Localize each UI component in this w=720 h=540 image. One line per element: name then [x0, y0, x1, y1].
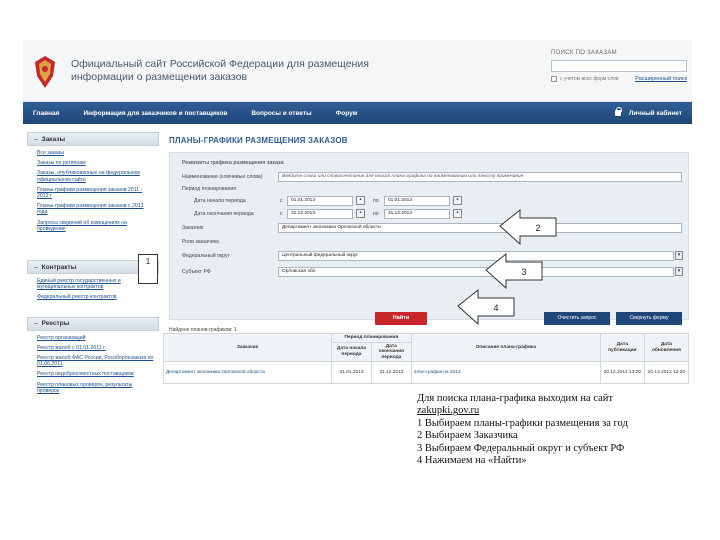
found-count: Найдено планов-графиков: 1 — [169, 327, 237, 333]
row-updated: 20.12.2012 12:20 — [644, 362, 688, 384]
sidebar-item-federal-orders[interactable]: Заказы, опубликованные на федеральном официальном сайте — [37, 170, 140, 183]
calendar-icon[interactable]: ▪ — [356, 196, 365, 205]
end-date-label: Дата окончания периода — [194, 211, 254, 217]
nav-item-home[interactable]: Главная — [33, 109, 60, 117]
sidebar-section-title: Реестры — [41, 320, 70, 328]
note-line: Для поиска плана-графика выходим на сайт — [417, 393, 613, 404]
collapse-dash-icon: – — [34, 263, 38, 271]
sidebar-item-orders-by-region[interactable]: Заказы по регионам — [37, 160, 86, 167]
search-input[interactable] — [551, 60, 687, 72]
table-header-row — [164, 334, 689, 343]
sidebar-list-orders — [27, 146, 159, 242]
callout-3-arrow — [484, 252, 544, 290]
sidebar-item-complaints-2011[interactable]: Реестр жалоб с 01.01.2011 г. — [37, 344, 106, 351]
site-header — [23, 40, 692, 102]
collapse-dash-icon: – — [34, 135, 38, 143]
period-label: Период планирования — [182, 186, 237, 192]
search-options — [551, 76, 687, 82]
nav-item-forum[interactable]: Форум — [335, 109, 358, 117]
instruction-note — [417, 393, 709, 467]
start-from-input[interactable]: 01.01.2013 — [287, 196, 353, 206]
site-title-line2: информации о размещении заказов — [71, 71, 248, 83]
note-line: 3 Выбираем Федеральный округ и субъект РФ — [417, 442, 625, 454]
sidebar-item-federal-contract-registry[interactable]: Федеральный реестр контрактов — [37, 294, 117, 301]
collapse-dash-icon: – — [34, 320, 38, 328]
end-from-input[interactable]: 31.12.2013 — [287, 209, 353, 219]
start-to-label: по — [373, 198, 379, 204]
table-row[interactable] — [164, 362, 689, 384]
sidebar-item-unfair-suppliers[interactable]: Реестр недобросовестных поставщиков — [37, 371, 134, 378]
sidebar-item-inspections[interactable]: Реестр плановых проверок, результаты проверок — [37, 381, 133, 394]
search-form — [169, 152, 689, 320]
main-content — [169, 136, 689, 321]
calendar-icon[interactable]: ▪ — [453, 209, 462, 218]
calendar-icon[interactable]: ▪ — [356, 209, 365, 218]
main-nav — [23, 102, 692, 124]
name-keywords-input[interactable]: Введите слова или словосочетания для поиска плана-графика по наименованию или тексту примечания — [278, 172, 682, 182]
row-published: 20.12.2012 13:20 — [600, 362, 644, 384]
callout-1 — [138, 254, 158, 284]
start-from-label: с — [280, 198, 283, 204]
note-line: 4 Нажимаем на «Найти» — [417, 455, 527, 467]
district-select[interactable]: Центральный федеральный округ — [278, 251, 674, 261]
all-word-forms-label: с учетом всех форм слов — [560, 76, 619, 82]
sidebar-section-registries[interactable] — [27, 317, 159, 331]
sidebar-section-title: Контракты — [41, 263, 77, 271]
site-title — [71, 58, 371, 84]
subject-select[interactable]: Орловская обл — [278, 267, 674, 277]
callout-4-label: 4 — [493, 303, 499, 313]
sidebar-section-title: Заказы — [41, 135, 66, 143]
row-end: 31.12.2013 — [371, 362, 411, 384]
sidebar-item-organizations[interactable]: Реестр организаций — [37, 334, 86, 341]
header-search — [551, 50, 687, 82]
sidebar-item-complaints-fas[interactable]: Реестр жалоб ФАС России, Рособоронзаказа по 01.06.2011 — [37, 355, 154, 368]
col-customer[interactable]: Заказчик — [164, 334, 332, 362]
sidebar-list-registries — [27, 331, 159, 404]
row-customer[interactable]: Департамент экономики Орловской области — [164, 362, 332, 384]
note-line: 1 Выбираем планы-графики размещения за год — [417, 417, 628, 429]
site-title-line1: Официальный сайт Российской Федерации для размещения — [71, 58, 369, 70]
page-title: ПЛАНЫ-ГРАФИКИ РАЗМЕЩЕНИЯ ЗАКАЗОВ — [169, 136, 348, 145]
calendar-icon[interactable]: ▪ — [453, 196, 462, 205]
search-title: ПОИСК ПО ЗАКАЗАМ — [551, 50, 617, 56]
sidebar-item-schedules-2011[interactable]: Планы-графики размещения заказов 2011 - 2012 г — [37, 186, 143, 200]
note-line: zakupki.gov.ru — [417, 405, 480, 417]
subject-label: Субъект РФ — [182, 269, 211, 275]
callout-4-arrow — [456, 288, 516, 326]
collapse-form-button[interactable]: Свернуть форму — [616, 312, 682, 325]
personal-cabinet-label: Личный кабинет — [628, 109, 682, 117]
row-description[interactable]: план-график на 2013 — [411, 362, 600, 384]
sidebar-item-schedules-2013[interactable]: Планы-графики размещения заказов с 2013 года — [37, 203, 144, 216]
lock-icon — [615, 110, 621, 116]
col-description[interactable]: Описание плана-графика — [411, 334, 600, 362]
customer-input[interactable]: Департамент экономики Орловской области — [278, 223, 682, 233]
nav-item-info[interactable]: Информация для заказчиков и поставщиков — [83, 109, 228, 117]
sidebar-item-all-orders[interactable]: Все заказы — [37, 150, 64, 156]
clear-query-button[interactable]: Очистить запрос — [544, 312, 610, 325]
end-to-label: по — [373, 211, 379, 217]
note-line: 2 Выбираем Заказчика — [417, 430, 518, 442]
personal-cabinet-link[interactable] — [615, 110, 692, 117]
end-to-input[interactable]: 31.12.2013 — [384, 209, 450, 219]
sidebar-item-contract-registry[interactable]: Единый реестр государственных и муниципальных контрактов — [37, 278, 121, 291]
col-period: Период планирования — [332, 334, 412, 343]
row-start: 01.01.2013 — [332, 362, 372, 384]
advanced-search-link[interactable]: Расширенный поиск — [635, 76, 687, 82]
callout-3-label: 3 — [521, 267, 527, 277]
callout-2-arrow — [498, 208, 558, 246]
start-date-label: Дата начала периода — [194, 198, 246, 204]
dropdown-arrow-icon[interactable]: ▾ — [675, 251, 683, 260]
results-table — [163, 333, 689, 384]
nav-item-faq[interactable]: Вопросы и ответы — [251, 109, 312, 117]
all-word-forms-checkbox[interactable] — [551, 76, 557, 82]
end-from-label: с — [280, 211, 283, 217]
coat-of-arms-icon — [31, 54, 59, 90]
col-start[interactable]: Дата начала периода — [332, 342, 372, 362]
callout-2-label: 2 — [535, 223, 541, 233]
dropdown-arrow-icon[interactable]: ▾ — [675, 267, 683, 276]
roles-label: Роли заказчика — [182, 239, 219, 245]
col-published[interactable]: Дата публикации — [600, 334, 644, 362]
form-title: Реквизиты графика размещения заказа — [182, 160, 284, 166]
col-updated[interactable]: Дата обновления — [644, 334, 688, 362]
district-label: Федеральный округ — [182, 253, 230, 259]
sidebar-item-notice-requests[interactable]: Запросы сведений об извещениях на проведение — [37, 219, 128, 232]
name-label: Наименование (ключевые слова) — [182, 174, 263, 180]
sidebar-section-orders[interactable] — [27, 132, 159, 146]
callout-1-label: 1 — [145, 257, 151, 266]
customer-label: Заказчик — [182, 225, 204, 231]
start-to-input[interactable]: 01.01.2013 — [384, 196, 450, 206]
col-end[interactable]: Дата окончания периода — [371, 342, 411, 362]
find-button[interactable]: Найти — [375, 312, 427, 325]
